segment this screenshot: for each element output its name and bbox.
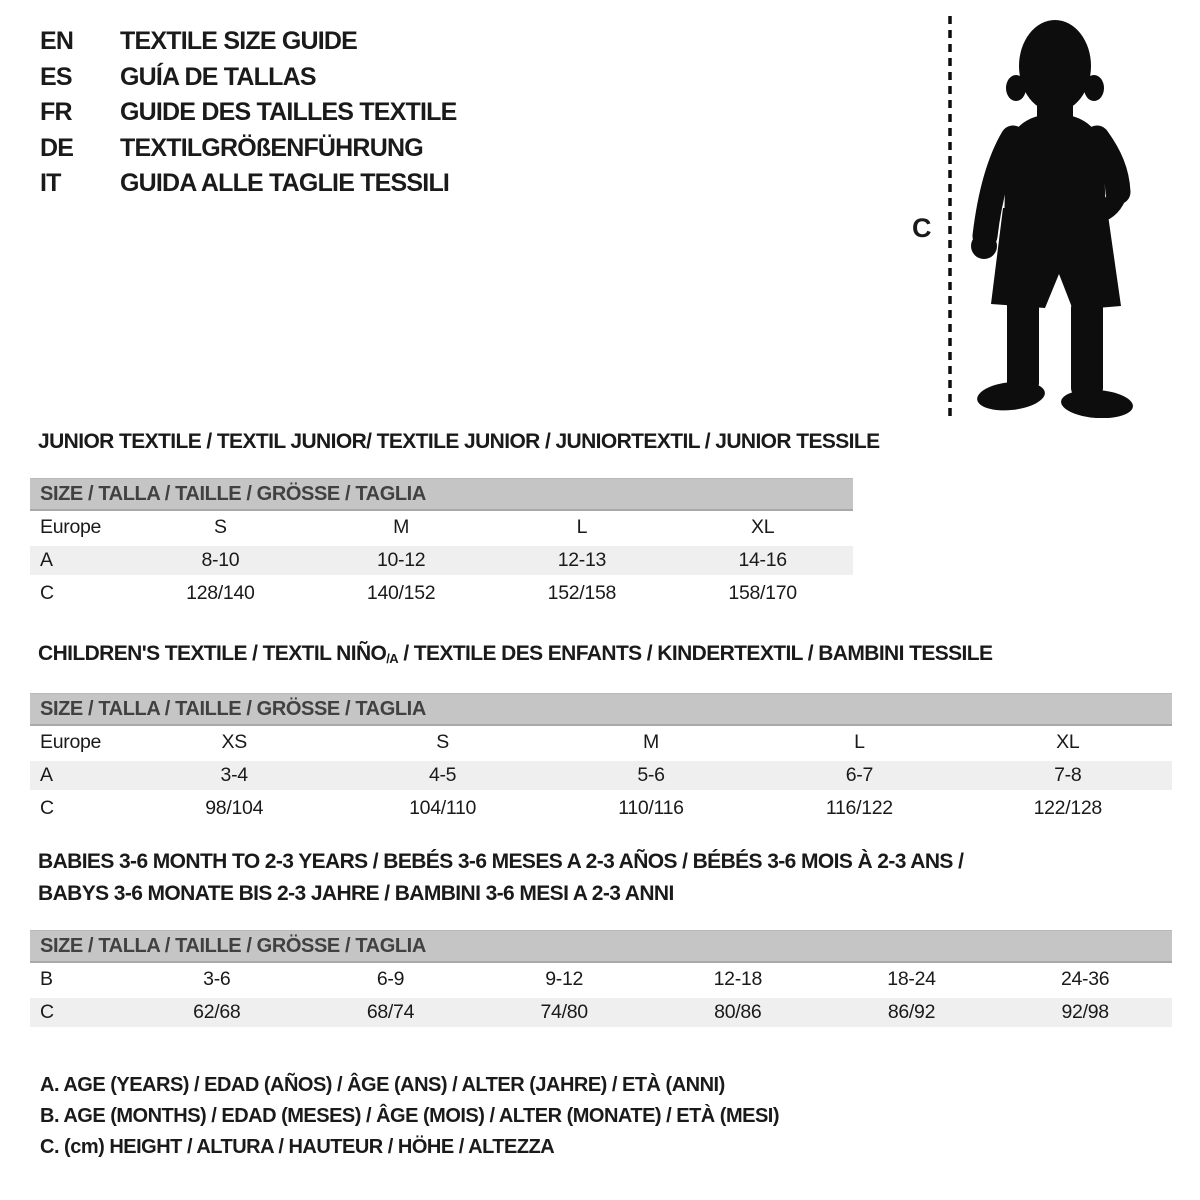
table-cell: 5-6 <box>637 764 665 786</box>
guide-title-de: TEXTILGRÖßENFÜHRUNG <box>120 133 423 162</box>
table-cell: 24-36 <box>1060 968 1110 990</box>
babies-title-line2: BABYS 3-6 MONATE BIS 2-3 JAHRE / BAMBINI 3-6 MESI A 2-3 ANNI <box>38 882 674 905</box>
height-measure-label: C <box>912 213 932 243</box>
title-text: / TEXTILE DES ENFANTS / KINDERTEXTIL / BAMBINI TESSILE <box>398 642 993 665</box>
title-subscript: /A <box>386 651 399 666</box>
lang-row-es <box>40 60 457 96</box>
table-cell: A <box>40 764 53 786</box>
children-textile-title <box>38 642 1172 671</box>
babies-title <box>38 846 1172 910</box>
title-text: CHILDREN'S TEXTILE / TEXTIL NIÑO <box>38 642 387 665</box>
table-cell: 62/68 <box>193 1001 241 1023</box>
guide-title-fr: GUIDE DES TAILLES TEXTILE <box>120 98 457 127</box>
table-cell: M <box>643 731 659 753</box>
table-cell: S <box>214 516 227 538</box>
table-cell: 6-9 <box>376 968 405 990</box>
baby-silhouette-icon <box>955 8 1150 418</box>
measurement-legend <box>40 1070 779 1163</box>
table-cell: 6-7 <box>845 764 874 786</box>
age-years-row <box>30 759 1172 792</box>
legend-age-years: A. AGE (YEARS) / EDAD (AÑOS) / ÂGE (ANS) / ALTER (JAHRE) / ETÀ (ANNI) <box>40 1074 725 1096</box>
table-cell: 140/152 <box>366 582 436 604</box>
lang-code: IT <box>40 169 61 198</box>
table-cell: 18-24 <box>887 968 936 990</box>
table-cell: 80/86 <box>714 1001 762 1023</box>
table-cell: 10-12 <box>376 549 426 571</box>
table-cell: A <box>40 549 53 571</box>
junior-textile-section <box>30 430 880 610</box>
table-cell: 128/140 <box>186 582 255 604</box>
table-cell: 9-12 <box>545 968 584 990</box>
table-cell: 98/104 <box>205 797 264 819</box>
table-cell: 14-16 <box>738 549 787 571</box>
table-cell: XL <box>750 516 775 538</box>
table-cell: 3-4 <box>220 764 248 786</box>
table-cell: 7-8 <box>1054 764 1082 786</box>
lang-code: FR <box>40 98 72 127</box>
size-header-bar: SIZE / TALLA / TAILLE / GRÖSSE / TAGLIA <box>30 693 1172 726</box>
table-cell: 12-13 <box>557 549 607 571</box>
table-cell: XS <box>221 731 247 753</box>
babies-title-line1: BABIES 3-6 MONTH TO 2-3 YEARS / BEBÉS 3-6 MESES A 2-3 AÑOS / BÉBÉS 3-6 MOIS À 2-3 ANS / <box>38 850 964 873</box>
size-header-bar: SIZE / TALLA / TAILLE / GRÖSSE / TAGLIA <box>30 930 1172 963</box>
table-cell: B <box>40 968 53 990</box>
table-cell: Europe <box>40 516 102 538</box>
height-cm-row <box>30 792 1172 825</box>
table-cell: 104/110 <box>409 797 477 819</box>
table-cell: C <box>40 1001 54 1023</box>
size-row <box>30 511 853 544</box>
age-years-row <box>30 544 853 577</box>
table-cell: 3-6 <box>203 968 231 990</box>
table-cell: 116/122 <box>825 797 893 819</box>
table-cell: C <box>40 797 54 819</box>
table-cell: XL <box>1056 731 1080 753</box>
table-cell: 68/74 <box>366 1001 415 1023</box>
height-cm-row <box>30 577 853 610</box>
guide-title-en: TEXTILE SIZE GUIDE <box>120 27 358 56</box>
guide-title-it: GUIDA ALLE TAGLIE TESSILI <box>120 169 450 198</box>
table-cell: C <box>40 582 54 604</box>
table-cell: 12-18 <box>713 968 763 990</box>
table-cell: 152/158 <box>547 582 617 604</box>
junior-textile-title: JUNIOR TEXTILE / TEXTIL JUNIOR/ TEXTILE JUNIOR / JUNIORTEXTIL / JUNIOR TESSILE <box>38 430 880 453</box>
table-cell: 74/80 <box>540 1001 588 1023</box>
lang-row-de <box>40 131 457 167</box>
size-header-bar: SIZE / TALLA / TAILLE / GRÖSSE / TAGLIA <box>30 478 853 511</box>
lang-code: ES <box>40 62 72 91</box>
table-cell: Europe <box>40 731 102 753</box>
age-months-row <box>30 963 1172 996</box>
table-cell: 110/116 <box>618 797 684 819</box>
height-cm-row <box>30 996 1172 1029</box>
babies-textile-section <box>30 846 1172 1029</box>
guide-title-es: GUÍA DE TALLAS <box>120 62 316 91</box>
lang-row-en <box>40 24 457 60</box>
table-cell: L <box>854 731 865 753</box>
table-cell: 86/92 <box>887 1001 936 1023</box>
table-cell: M <box>393 516 410 538</box>
table-cell: 8-10 <box>201 549 240 571</box>
table-cell: L <box>576 516 588 538</box>
lang-row-fr <box>40 95 457 131</box>
table-cell: S <box>436 731 449 753</box>
legend-height-cm: C. (cm) HEIGHT / ALTURA / HAUTEUR / HÖHE / ALTEZZA <box>40 1136 555 1158</box>
table-cell: 92/98 <box>1061 1001 1109 1023</box>
language-title-list <box>40 24 457 202</box>
size-row <box>30 726 1172 759</box>
legend-age-months: B. AGE (MONTHS) / EDAD (MESES) / ÂGE (MOIS) / ALTER (MONATE) / ETÀ (MESI) <box>40 1105 780 1127</box>
lang-code: DE <box>40 133 74 162</box>
table-cell: 4-5 <box>428 764 457 786</box>
children-textile-section <box>30 642 1172 825</box>
lang-code: EN <box>40 27 74 56</box>
lang-row-it <box>40 166 457 202</box>
table-cell: 122/128 <box>1033 797 1102 819</box>
table-cell: 158/170 <box>728 582 797 604</box>
